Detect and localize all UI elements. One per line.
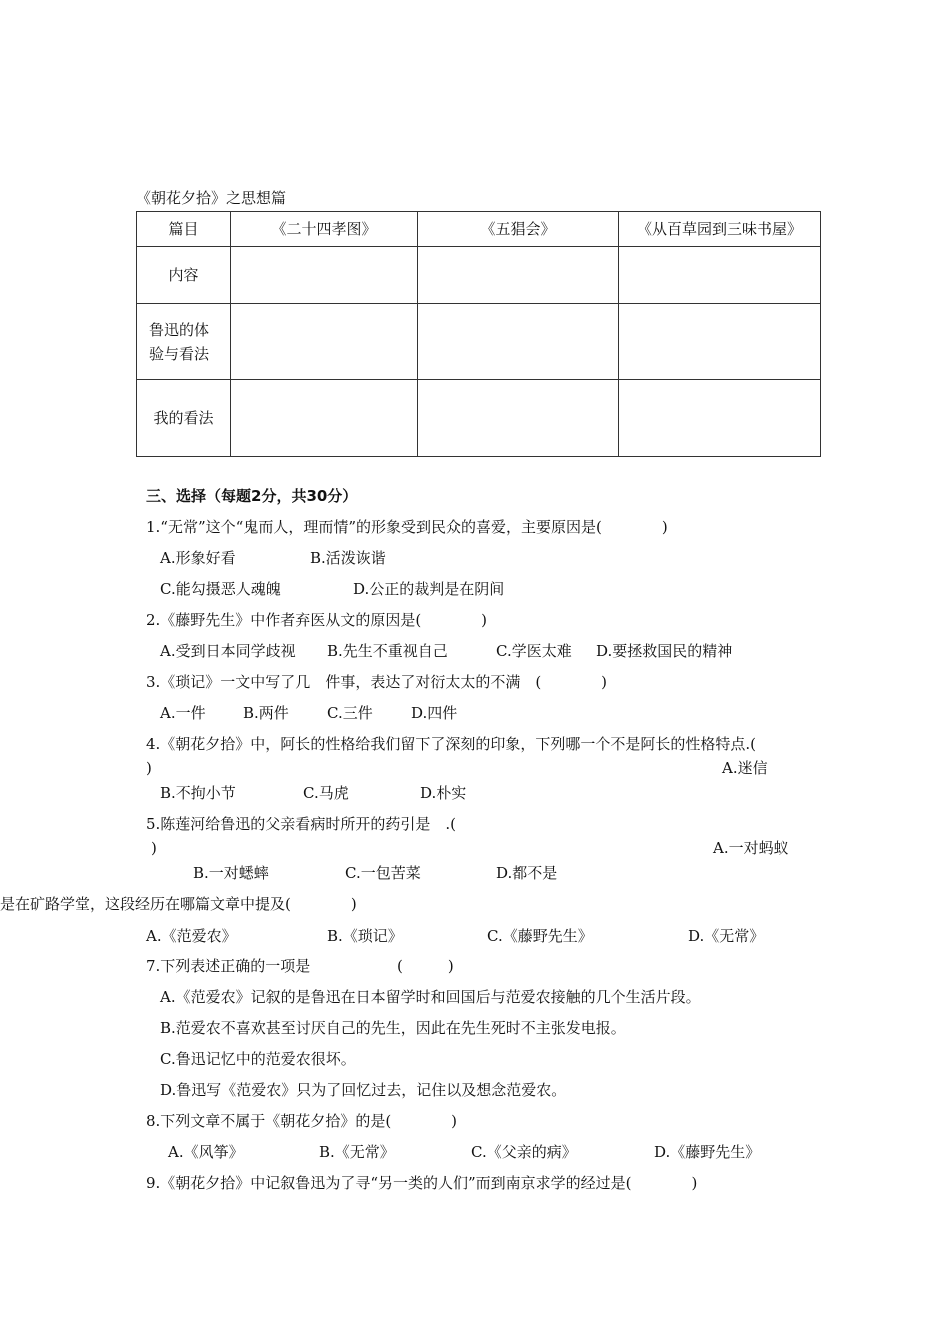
option-b: B.活泼诙谐 xyxy=(310,549,386,567)
table-cell xyxy=(619,304,821,380)
option-a: A.形象好看 xyxy=(160,549,236,567)
option-b: B.范爱农不喜欢甚至讨厌自己的先生，因此在先生死时不主张发电报。 xyxy=(160,1019,626,1037)
question-stem: 9.《朝花夕拾》中记叙鲁迅为了寻“另一类的人们”而到南京求学的经过是( ) xyxy=(146,1174,698,1192)
option-b: B.《无常》 xyxy=(319,1143,395,1161)
option-a: A.《范爱农》 xyxy=(146,927,237,945)
table-cell xyxy=(231,380,418,457)
option-b: B.先生不重视自己 xyxy=(327,642,448,660)
table-header-cell: 篇目 xyxy=(137,212,231,247)
table-row-label: 内容 xyxy=(137,247,231,304)
row-label-text: 鲁迅的体 验与看法 xyxy=(149,320,210,363)
table-cell xyxy=(619,247,821,304)
option-a: A.一对蚂蚁 xyxy=(713,839,789,857)
table-row-label: 我的看法 xyxy=(137,380,231,457)
option-d: D.《藤野先生》 xyxy=(654,1143,761,1161)
option-a: A.受到日本同学歧视 xyxy=(160,642,296,660)
question-close-paren: ) xyxy=(151,839,157,857)
table-row-label xyxy=(137,304,231,380)
question-stem: 4.《朝花夕拾》中，阿长的性格给我们留下了深刻的印象，下列哪一个不是阿长的性格特点.( xyxy=(146,735,756,753)
option-c: C.一包苦菜 xyxy=(345,864,421,882)
question-stem: 1.“无常”这个“鬼而人，理而情”的形象受到民众的喜爱，主要原因是( ) xyxy=(146,518,668,536)
option-d: D.《无常》 xyxy=(688,927,765,945)
option-b: B.不拘小节 xyxy=(160,784,236,802)
option-b: B.《琐记》 xyxy=(327,927,403,945)
question-close-paren: ) xyxy=(146,759,152,777)
option-a: A.《风筝》 xyxy=(168,1143,244,1161)
table-cell xyxy=(418,247,619,304)
section-heading: 三、选择（每题2分，共30分） xyxy=(146,487,358,505)
option-d: D.鲁迅写《范爱农》只为了回忆过去，记住以及想念范爱农。 xyxy=(160,1081,567,1099)
option-c: C.学医太难 xyxy=(496,642,572,660)
option-d: D.四件 xyxy=(411,704,458,722)
question-stem: 5.陈莲河给鲁迅的父亲看病时所开的药引是 .( xyxy=(146,815,456,833)
table-title: 《朝花夕拾》之思想篇 xyxy=(136,189,287,207)
option-d: D.公正的裁判是在阴间 xyxy=(353,580,505,598)
option-d: D.都不是 xyxy=(496,864,558,882)
option-a: A.一件 xyxy=(160,704,206,722)
option-d: D.要拯救国民的精神 xyxy=(596,642,733,660)
option-c: C.马虎 xyxy=(303,784,349,802)
table-cell xyxy=(619,380,821,457)
option-a: A.迷信 xyxy=(722,759,768,777)
option-c: C.能勾摄恶人魂魄 xyxy=(160,580,281,598)
table-cell xyxy=(418,304,619,380)
option-d: D.朴实 xyxy=(420,784,467,802)
option-b: B.两件 xyxy=(243,704,289,722)
table-header-cell: 《二十四孝图》 xyxy=(231,212,418,247)
option-c: C.鲁迅记忆中的范爱农很坏。 xyxy=(160,1050,356,1068)
question-stem: 8.下列文章不属于《朝花夕拾》的是( ) xyxy=(146,1112,458,1130)
option-a: A.《范爱农》记叙的是鲁迅在日本留学时和回国后与范爱农接触的几个生活片段。 xyxy=(160,988,701,1006)
question-stem: 3.《琐记》一文中写了几 件事，表达了对衍太太的不满 ( ) xyxy=(146,673,608,691)
question-stem: 2.《藤野先生》中作者弃医从文的原因是( ) xyxy=(146,611,488,629)
option-b: B.一对蟋蟀 xyxy=(193,864,269,882)
option-c: C.三件 xyxy=(327,704,373,722)
question-stem: 7.下列表述正确的一项是 xyxy=(146,957,311,975)
answer-paren: ( ) xyxy=(397,957,454,975)
option-c: C.《藤野先生》 xyxy=(487,927,593,945)
option-c: C.《父亲的病》 xyxy=(471,1143,577,1161)
table-header-cell: 《从百草园到三味书屋》 xyxy=(619,212,821,247)
thought-table xyxy=(136,211,821,457)
table-cell xyxy=(231,247,418,304)
question-stem: 是在矿路学堂，这段经历在哪篇文章中提及( ) xyxy=(0,895,357,913)
table-header-cell: 《五猖会》 xyxy=(418,212,619,247)
table-cell xyxy=(418,380,619,457)
table-cell xyxy=(231,304,418,380)
